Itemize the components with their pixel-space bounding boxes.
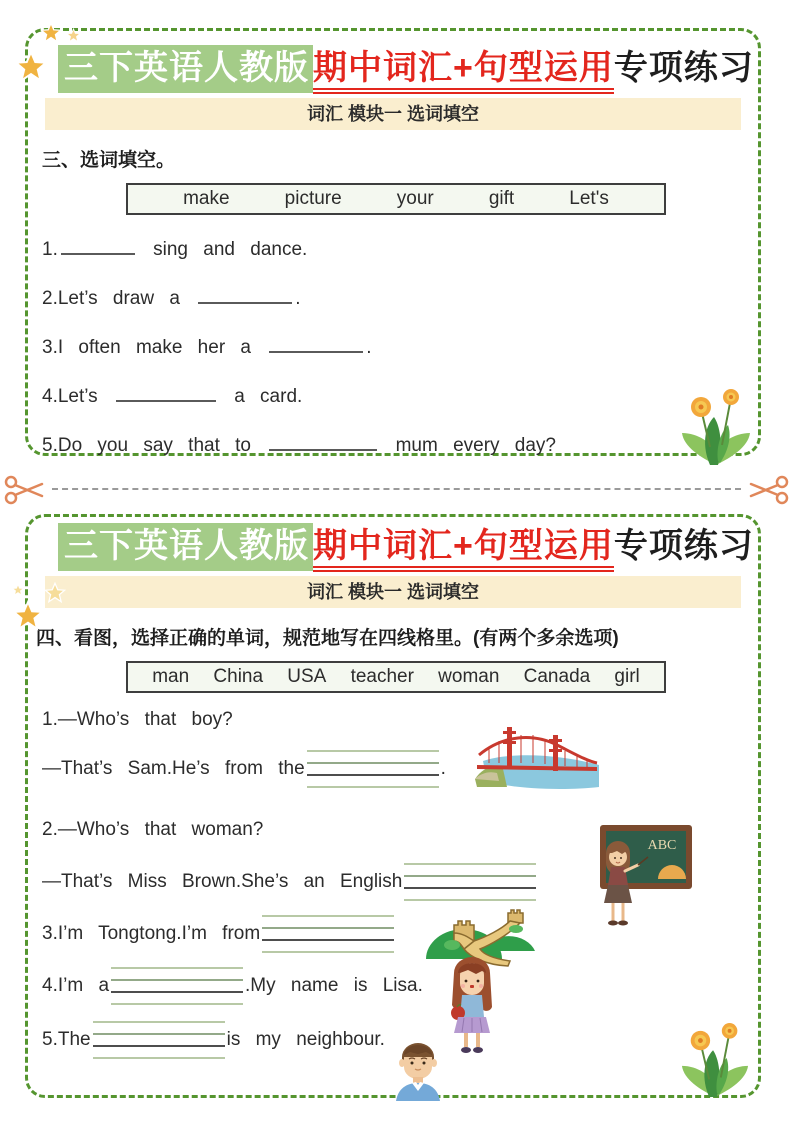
question-text: 1. — [42, 238, 58, 260]
question-text: .My name is Lisa. — [245, 975, 423, 996]
question-text: a card. — [234, 385, 303, 407]
question-text: —That’s Sam.He’s from the — [42, 758, 305, 779]
question-text: 3.I’m Tongtong.I’m from — [42, 923, 261, 944]
question-text: is my neighbour. — [226, 1029, 385, 1050]
question-row — [42, 287, 758, 310]
title-highlight: 三下英语人教版 — [58, 45, 313, 93]
module-subtitle: 词汇 模块一 选词填空 — [45, 98, 741, 130]
question-row — [42, 915, 396, 953]
teacher-at-blackboard-image — [576, 823, 694, 933]
question-text: mum every day? — [395, 434, 557, 456]
page-title — [58, 47, 758, 90]
fill-blank[interactable] — [269, 336, 363, 353]
question-text: 5.The — [42, 1029, 91, 1050]
word-bank-item: USA — [287, 665, 327, 687]
word-bank-item: Canada — [523, 665, 591, 687]
question-text: —That’s Miss Brown.She’s an English — [42, 871, 403, 892]
fill-blank[interactable] — [269, 434, 377, 451]
golden-gate-bridge-image — [473, 721, 601, 791]
star-icon — [12, 584, 24, 596]
flower-decoration-icon — [680, 1021, 750, 1099]
question-row — [42, 967, 423, 1005]
fill-blank[interactable] — [61, 238, 135, 255]
question-text: 4.I’m a — [42, 975, 110, 996]
question-text: sing and dance. — [153, 238, 308, 260]
title-highlight: 三下英语人教版 — [58, 523, 313, 571]
star-icon — [66, 28, 81, 43]
word-bank-section-three — [126, 183, 666, 215]
question-text: . — [366, 336, 372, 358]
question-row — [42, 336, 758, 359]
section-three-heading: 三、选词填空。 — [42, 149, 176, 171]
question-row — [42, 238, 758, 261]
star-icon — [12, 600, 44, 632]
four-line-writing-grid[interactable] — [111, 967, 243, 1005]
title-suffix: 专项练习 — [613, 527, 754, 565]
word-bank-item: woman — [438, 665, 500, 687]
dashed-cut-line — [52, 488, 741, 490]
four-line-writing-grid[interactable] — [93, 1021, 225, 1059]
star-icon — [14, 50, 48, 84]
flower-decoration-icon — [680, 387, 752, 467]
word-bank-item: teacher — [350, 665, 414, 687]
four-line-writing-grid[interactable] — [404, 863, 536, 901]
question-row — [42, 1021, 385, 1059]
word-bank-item: your — [396, 187, 434, 209]
question-row — [42, 434, 758, 457]
question-text: 2.—Who’s that woman? — [42, 819, 264, 840]
question-text: 3.I often make her a — [42, 336, 251, 358]
word-bank-item: man — [152, 665, 190, 687]
fill-blank[interactable] — [116, 385, 216, 402]
girl-image — [440, 955, 504, 1055]
star-icon — [44, 582, 66, 604]
question-text: 1.—Who’s that boy? — [42, 709, 233, 730]
word-bank-item: picture — [284, 187, 342, 209]
word-bank-item: make — [183, 187, 230, 209]
question-row — [42, 750, 446, 788]
four-line-writing-grid[interactable] — [307, 750, 439, 788]
word-bank-item: girl — [614, 665, 640, 687]
question-text: . — [295, 287, 301, 309]
page-title — [58, 525, 758, 568]
man-image — [384, 1041, 452, 1101]
question-text: 4.Let’s — [42, 385, 98, 407]
question-row — [42, 709, 233, 731]
question-text: 5.Do you say that to — [42, 434, 251, 456]
module-subtitle: 词汇 模块一 选词填空 — [45, 576, 741, 608]
scissors-icon — [4, 474, 46, 506]
title-red: 期中词汇+句型运用 — [313, 527, 614, 572]
star-icon — [40, 22, 62, 44]
title-suffix: 专项练习 — [613, 49, 754, 87]
question-text: . — [440, 758, 446, 779]
question-row — [42, 385, 758, 408]
blackboard-text: ABC — [647, 838, 677, 853]
word-bank-item: gift — [488, 187, 515, 209]
title-red: 期中词汇+句型运用 — [313, 49, 614, 94]
four-line-writing-grid[interactable] — [262, 915, 394, 953]
scissors-icon — [747, 474, 789, 506]
question-row — [42, 863, 538, 901]
word-bank-item: Let's — [569, 187, 609, 209]
section-four-heading: 四、看图，选择正确的单词，规范地写在四线格里。(有两个多余选项) — [36, 627, 619, 649]
question-row — [42, 819, 263, 841]
cut-divider — [0, 468, 793, 512]
worksheet-card-bottom — [25, 514, 761, 1098]
fill-blank[interactable] — [198, 287, 292, 304]
worksheet-card-top — [25, 28, 761, 456]
word-bank-section-four — [126, 661, 666, 693]
question-text: 2.Let’s draw a — [42, 287, 180, 309]
word-bank-item: China — [213, 665, 264, 687]
